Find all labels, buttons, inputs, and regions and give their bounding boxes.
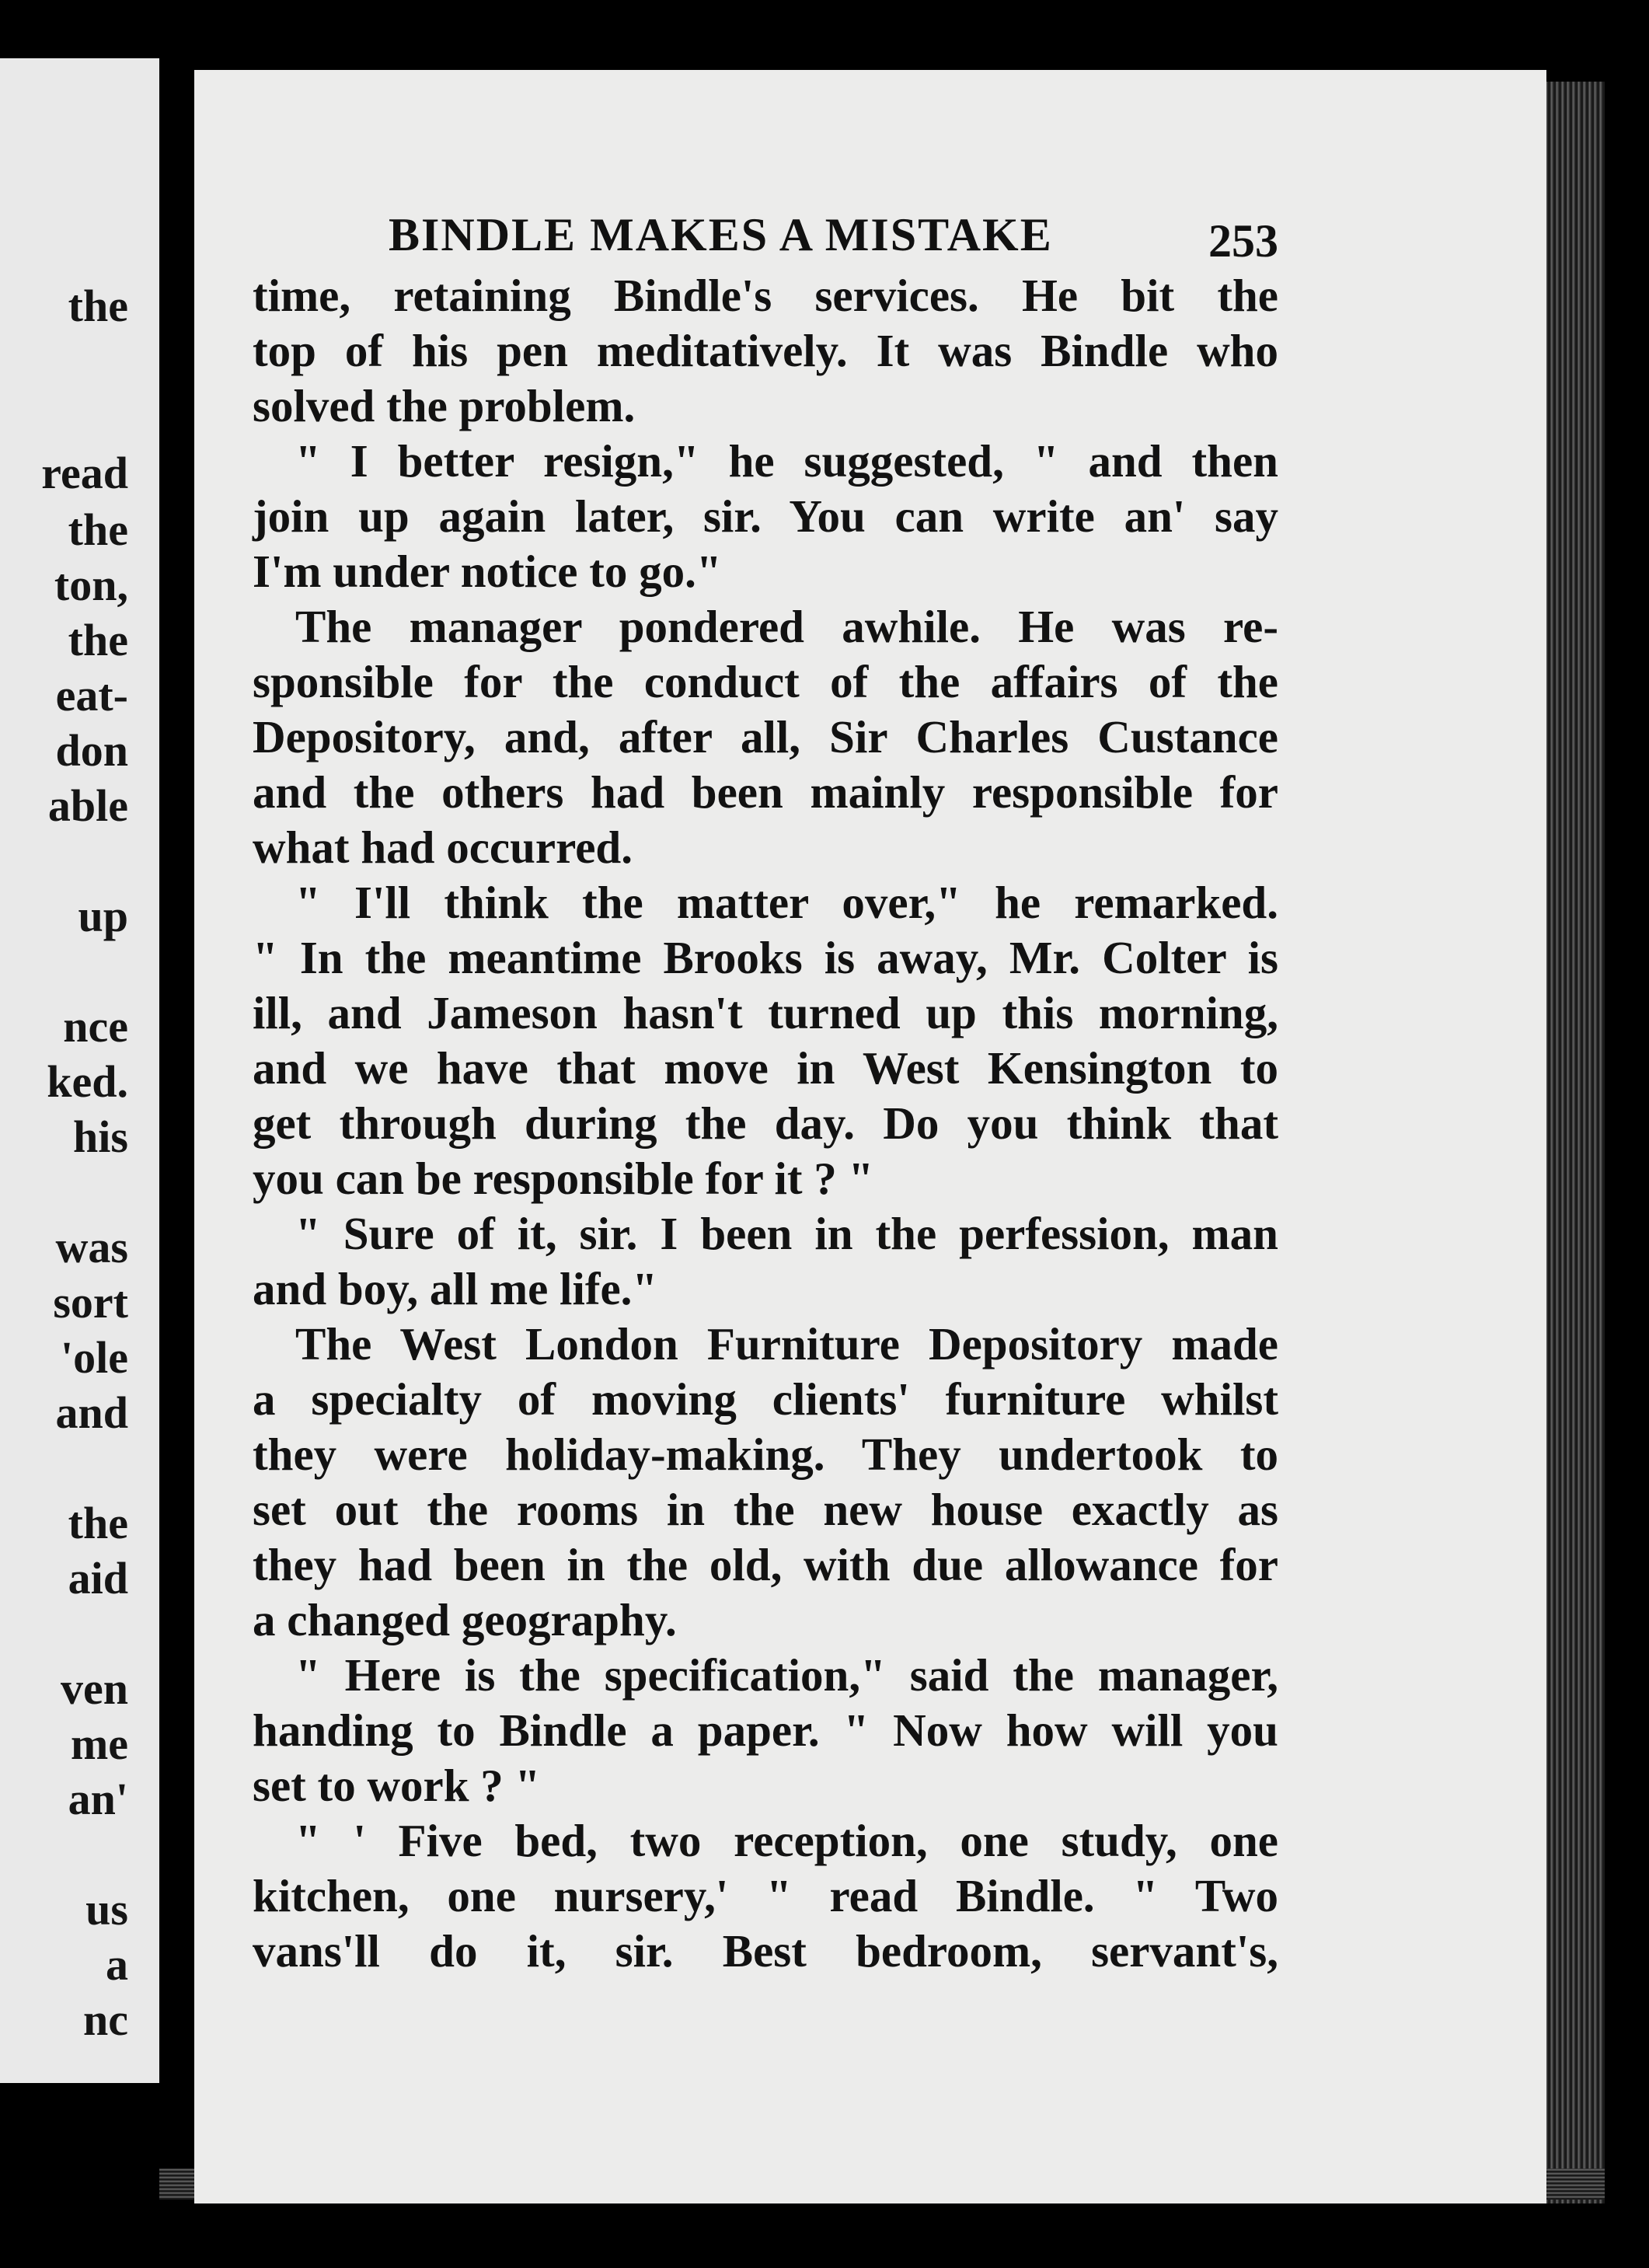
text-line: solved the problem.	[253, 380, 636, 431]
running-title: BINDLE MAKES A MISTAKE	[389, 209, 1053, 260]
page-stack-edge	[1543, 82, 1605, 2203]
left-page-word: able	[47, 780, 128, 831]
left-page-word: don	[55, 725, 128, 776]
left-page-word: up	[78, 891, 128, 941]
text-line: they were holiday-making. They undertook to	[253, 1429, 1278, 1480]
text-line: sponsible for the conduct of the affairs of the	[253, 656, 1278, 707]
text-line: handing to Bindle a paper. " Now how will you	[253, 1704, 1278, 1756]
text-line: and the others had been mainly responsible for	[253, 766, 1278, 818]
text-line: " I better resign," he suggested, " and then	[295, 435, 1278, 487]
text-line: they had been in the old, with due allowance for	[253, 1539, 1278, 1590]
text-line: " Here is the specification," said the manager,	[295, 1649, 1278, 1701]
text-line: The West London Furniture Depository made	[295, 1318, 1278, 1370]
left-page-word: his	[73, 1111, 128, 1162]
text-line: The manager pondered awhile. He was re-	[295, 601, 1278, 652]
text-line: and boy, all me life."	[253, 1263, 658, 1314]
text-line: time, retaining Bindle's services. He bit the	[253, 270, 1278, 321]
text-line: a specialty of moving clients' furniture whilst	[253, 1373, 1278, 1425]
text-line: you can be responsible for it ? "	[253, 1153, 874, 1204]
left-page-word: nc	[83, 1994, 128, 2045]
left-page-word: was	[55, 1222, 128, 1272]
left-page-word: the	[68, 1498, 128, 1548]
text-line: " ' Five bed, two reception, one study, one	[295, 1815, 1278, 1866]
left-page-word: sort	[53, 1277, 128, 1328]
left-page-word: the	[68, 281, 128, 331]
left-page-word: and	[55, 1387, 128, 1438]
left-page-word: aid	[68, 1553, 128, 1603]
left-page-word: nce	[63, 1001, 128, 1052]
left-page-word: eat-	[55, 670, 128, 721]
text-line: ill, and Jameson hasn't turned up this morning,	[253, 987, 1278, 1038]
text-line: get through during the day. Do you think that	[253, 1097, 1278, 1149]
text-line: " In the meantime Brooks is away, Mr. Colter is	[253, 932, 1278, 983]
left-page-word: us	[85, 1884, 128, 1935]
left-page-word: me	[70, 1718, 128, 1769]
text-line: vans'll do it, sir. Best bedroom, servant's,	[253, 1925, 1278, 1977]
text-line: what had occurred.	[253, 822, 633, 873]
left-page-word: read	[41, 448, 128, 498]
text-line: top of his pen meditatively. It was Bindle who	[253, 325, 1278, 376]
left-page-word: a	[106, 1939, 128, 1990]
left-page-word: the	[68, 504, 128, 555]
text-line: a changed geography.	[253, 1594, 677, 1645]
text-line: " Sure of it, sir. I been in the perfession, man	[295, 1208, 1278, 1259]
text-line: Depository, and, after all, Sir Charles Custance	[253, 711, 1278, 762]
text-line: join up again later, sir. You can write an' say	[253, 490, 1278, 542]
text-line: " I'll think the matter over," he remarked.	[295, 877, 1278, 928]
text-line: set out the rooms in the new house exactly as	[253, 1484, 1278, 1535]
text-line: and we have that move in West Kensington to	[253, 1042, 1278, 1094]
body-text	[253, 268, 1278, 1979]
text-line: I'm under notice to go."	[253, 546, 722, 597]
left-page-word: the	[68, 615, 128, 665]
left-page-word: an'	[68, 1774, 128, 1824]
left-page-word: 'ole	[61, 1332, 128, 1383]
page-number: 253	[1208, 215, 1278, 267]
left-page-word: ton,	[54, 560, 128, 610]
left-page-word: ven	[61, 1663, 128, 1714]
text-line: kitchen, one nursery,' " read Bindle. " Two	[253, 1870, 1278, 1921]
left-page-fragment	[0, 58, 159, 2083]
text-line: set to work ? "	[253, 1760, 541, 1811]
left-page-word: ked.	[47, 1056, 128, 1107]
running-header	[389, 204, 1278, 266]
